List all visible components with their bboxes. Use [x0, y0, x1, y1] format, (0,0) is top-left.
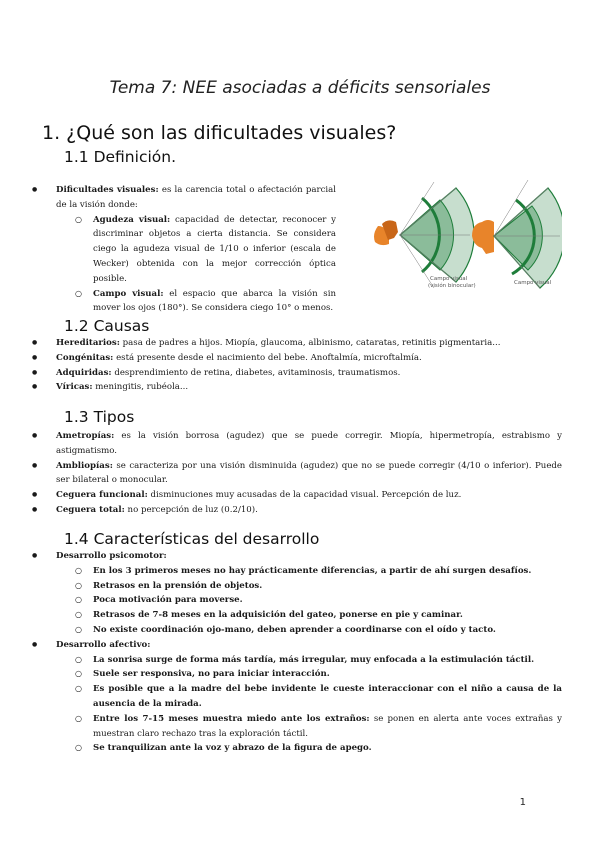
list-item: ● Dificultades visuales: es la carencia total o afectación parcial de la visión donde: ○ Agudeza visual: capacidad de detectar, reconocer y discriminar objetos a cierta distancia. Se considera ciego la agudeza visual de 1/10 o inferior (escala de Wecker) obtenida con la mejor corrección óptica posible. ○ Campo visual: el espacio que abarca la visión sin mover los ojos (180°). Se considera ciego 10° o menos.	[32, 183, 336, 316]
section-heading: 1. ¿Qué son las dificultades visuales?	[42, 122, 397, 144]
development-list	[32, 549, 562, 756]
list-item: ○ Entre los 7-15 meses muestra miedo ante los extraños: se ponen en alerta ante voces extrañas y muestran claro rechazo tras la exploración táctil.	[56, 712, 562, 742]
list-item: ○ Campo visual: el espacio que abarca la visión sin mover los ojos (180°). Se considera ciego 10° o menos.	[56, 287, 336, 317]
list-item: ● Ceguera total: no percepción de luz (0.2/10).	[32, 503, 562, 518]
head-right-icon	[472, 220, 494, 254]
list-item: ● Desarrollo psicomotor: ○ En los 3 primeros meses no hay prácticamente diferencias, a partir de ahí surgen desafíos. ○ Retrasos en la prensión de objetos. ○ Poca motivación para moverse. ○ Retrasos de 7-8 meses en la adquisición del gateo, ponerse en pie y caminar. ○ No existe coordinación ojo-mano, deben aprender a coordinarse con el oído y tacto.	[32, 549, 562, 638]
binocular-field-shape	[400, 182, 474, 288]
list-item: ○ La sonrisa surge de forma más tardía, más irregular, muy enfocada a la estimulación táctil.	[56, 653, 562, 668]
visual-field-figure	[370, 178, 562, 300]
list-item: ● Víricas: meningitis, rubéola...	[32, 380, 562, 395]
head-left-icon	[374, 220, 398, 245]
subsection-heading-definicion: 1.1 Definición.	[64, 148, 177, 166]
list-item: ● Ametropías: es la visión borrosa (agudez) que se puede corregir. Miopía, hipermetropía, estrabismo y astigmatismo.	[32, 429, 562, 459]
subsection-heading-tipos: 1.3 Tipos	[64, 408, 135, 426]
list-item: ○ Retrasos en la prensión de objetos.	[56, 579, 562, 594]
caption-binocular: Campo visual	[430, 276, 468, 282]
list-item: ● Congénitas: está presente desde el nacimiento del bebe. Anoftalmía, microftalmía.	[32, 351, 562, 366]
list-item: ● Ambliopías: se caracteriza por una visión disminuida (agudez) que no se puede corregir (4/10 o inferior). Puede ser bilateral o monocular.	[32, 459, 562, 489]
monocular-field-shape	[494, 180, 562, 288]
list-item: ○ Suele ser responsiva, no para iniciar interacción.	[56, 667, 562, 682]
list-item: ● Hereditarios: pasa de padres a hijos. Miopía, glaucoma, albinismo, cataratas, retinitis pigmentaria...	[32, 336, 562, 351]
subsection-heading-causas: 1.2 Causas	[64, 317, 150, 335]
list-item: ○ Retrasos de 7-8 meses en la adquisición del gateo, ponerse en pie y caminar.	[56, 608, 562, 623]
list-item: ○ Es posible que a la madre del bebe invidente le cueste interaccionar con el niño a causa de la ausencia de la mirada.	[56, 682, 562, 712]
types-list	[32, 429, 562, 518]
list-item: ● Adquiridas: desprendimiento de retina, diabetes, avitaminosis, traumatismos.	[32, 366, 562, 381]
causes-list	[32, 336, 562, 395]
list-item: ○ No existe coordinación ojo-mano, deben aprender a coordinarse con el oído y tacto.	[56, 623, 562, 638]
subsection-heading-desarrollo: 1.4 Características del desarrollo	[64, 530, 320, 548]
visual-field-diagram	[370, 178, 562, 300]
page-number: 1	[519, 797, 526, 808]
document-title: Tema 7: NEE asociadas a déficits sensoriales	[109, 78, 491, 98]
definition-block	[32, 183, 336, 316]
list-item: ○ Poca motivación para moverse.	[56, 593, 562, 608]
list-item: ○ Se tranquilizan ante la voz y abrazo de la figura de apego.	[56, 741, 562, 756]
list-item: ● Desarrollo afectivo: ○ La sonrisa surge de forma más tardía, más irregular, muy enfocada a la estimulación táctil. ○ Suele ser responsiva, no para iniciar interacción. ○ Es posible que a la madre del bebe invidente le cueste interaccionar con el niño a causa de la ausencia de la mirada. ○ Entre los 7-15 meses muestra miedo ante los extraños: se ponen en alerta ante voces extrañas y muestran claro rechazo tras la exploración táctil. ○ Se tranquilizan ante la voz y abrazo de la figura de apego.	[32, 638, 562, 756]
list-item: ○ En los 3 primeros meses no hay prácticamente diferencias, a partir de ahí surgen desafíos.	[56, 564, 562, 579]
list-item: ○ Agudeza visual: capacidad de detectar, reconocer y discriminar objetos a cierta distancia. Se considera ciego la agudeza visual de 1/10 o inferior (escala de Wecker) obtenida con la mejor corrección óptica posible.	[56, 213, 336, 287]
caption-monocular: Campo visual	[514, 280, 552, 286]
caption-binocular-sub: (visión binocular)	[428, 283, 476, 289]
list-item: ● Ceguera funcional: disminuciones muy acusadas de la capacidad visual. Percepción de luz.	[32, 488, 562, 503]
